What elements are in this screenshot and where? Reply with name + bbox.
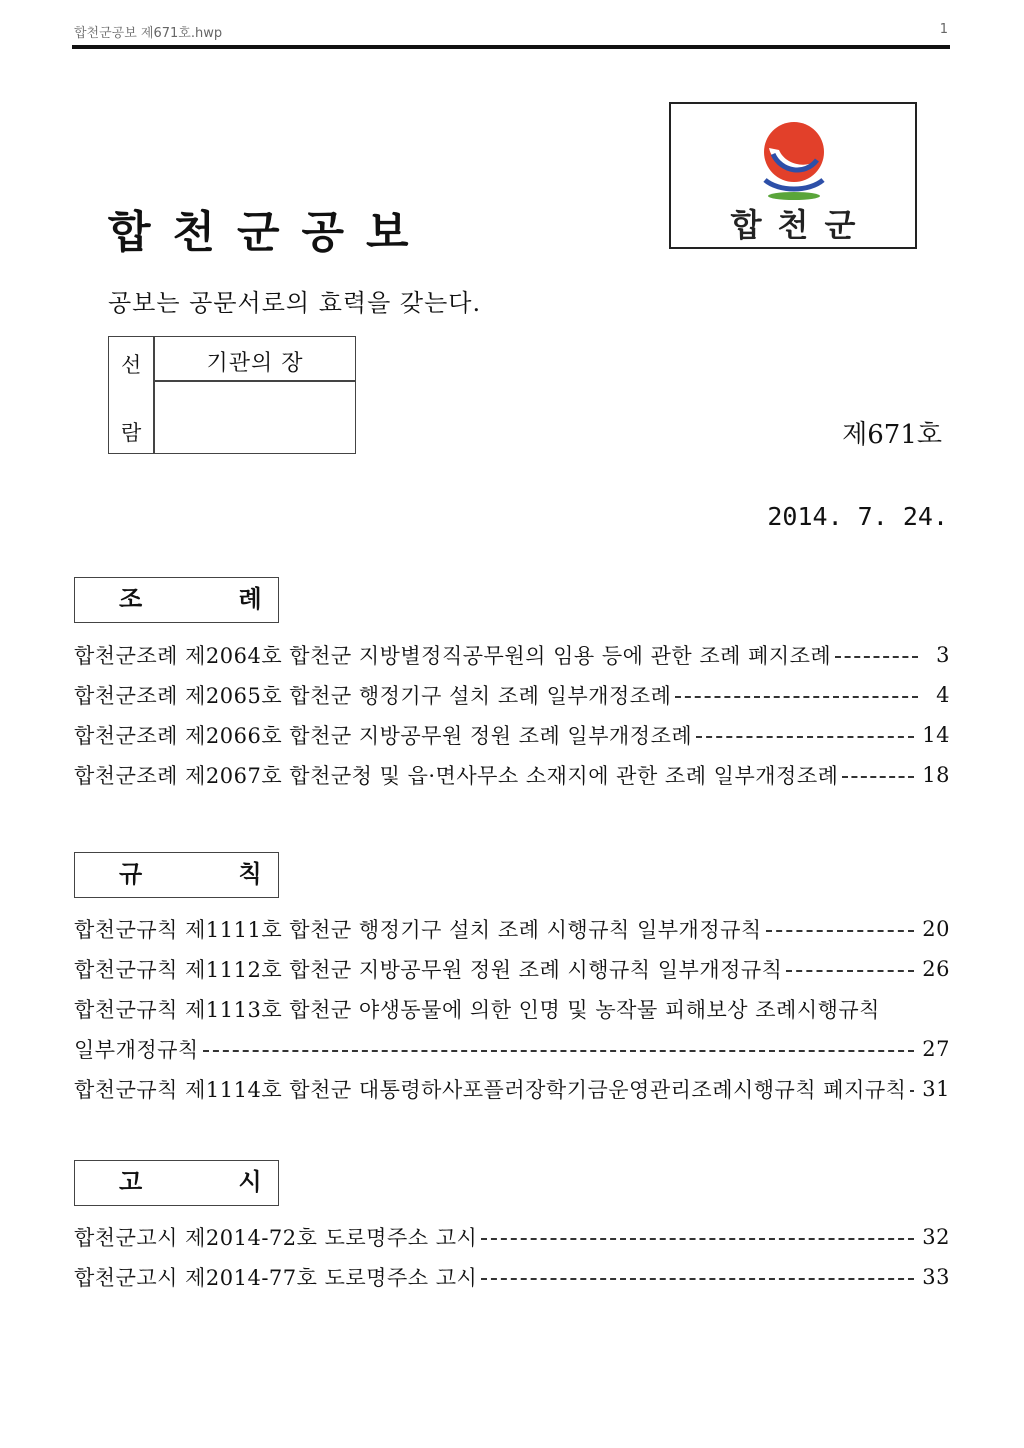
toc-entry[interactable] [74,638,950,672]
toc-page-number: 31 [922,1077,950,1101]
county-logo [669,102,917,249]
page-header [74,20,950,44]
header-filename: 합천군공보 제671호.hwp [74,26,223,41]
page-title: 합천군공보 [108,207,431,258]
county-emblem-icon [755,114,833,202]
approval-header: 기관의 장 [206,351,304,376]
toc-leader [842,774,914,778]
section-header-rules: 규 칙 [74,852,279,898]
toc-entry-text: 합천군조례 제2065호 합천군 행정기구 설치 조례 일부개정조례 [74,684,672,708]
toc-page-number: 27 [922,1037,950,1061]
toc-page-number: 26 [922,957,950,981]
logo-text: 합천군 [730,206,872,244]
issue-number: 제671호 [842,420,942,450]
section-header-notices: 고 시 [74,1160,279,1206]
toc-leader [835,654,918,658]
toc-entry-text: 일부개정규칙 [74,1038,199,1062]
toc-entry[interactable] [74,1260,950,1294]
approval-row-divider [153,380,355,382]
toc-leader [910,1088,914,1092]
approval-box [108,336,356,454]
toc-entry-text: 합천군조례 제2064호 합천군 지방별정직공무원의 임용 등에 관한 조례 폐지조례 [74,644,832,668]
toc-page-number: 32 [922,1225,950,1249]
issue-date: 2014. 7. 24. [767,502,948,531]
header-divider [72,45,950,49]
toc-entry-text: 합천군조례 제2067호 합천군청 및 읍·면사무소 소재지에 관한 조례 일부개정조례 [74,764,839,788]
toc-entry[interactable] [74,1220,950,1254]
toc-page-number: 3 [936,643,950,667]
toc-entry[interactable] [74,678,950,712]
header-page-number: 1 [939,22,948,37]
toc-leader [481,1276,914,1280]
toc-leader [766,928,915,932]
toc-entry[interactable] [74,912,950,946]
approval-label-top: 선 [121,353,142,377]
toc-entry-text: 합천군규칙 제1111호 합천군 행정기구 설치 조례 시행규칙 일부개정규칙 [74,918,762,942]
toc-leader [675,694,918,698]
toc-entry[interactable] [74,1032,950,1066]
toc-page-number: 33 [922,1265,950,1289]
toc-entry-text: 합천군고시 제2014-72호 도로명주소 고시 [74,1226,478,1250]
toc-entry[interactable] [74,1072,950,1106]
toc-page-number: 14 [922,723,950,747]
toc-entry-text: 합천군규칙 제1114호 합천군 대통령하사포플러장학기금운영관리조례시행규칙 폐지규칙 [74,1078,907,1102]
toc-entry[interactable] [74,758,950,792]
toc-leader [786,968,914,972]
toc-entry-text: 합천군규칙 제1112호 합천군 지방공무원 정원 조례 시행규칙 일부개정규칙 [74,958,783,982]
toc-leader [481,1236,914,1240]
toc-entry-text: 합천군고시 제2014-77호 도로명주소 고시 [74,1266,478,1290]
toc-entry-text: 합천군조례 제2066호 합천군 지방공무원 정원 조례 일부개정조례 [74,724,693,748]
toc-page-number: 18 [922,763,950,787]
toc-entry[interactable] [74,952,950,986]
toc-entry-text-line1[interactable]: 합천군규칙 제1113호 합천군 야생동물에 의한 인명 및 농작물 피해보상 조례시행규칙 [74,998,880,1022]
toc-leader [203,1048,915,1052]
toc-entry[interactable] [74,718,950,752]
toc-leader [696,734,914,738]
toc-page-number: 4 [936,683,950,707]
approval-label-bottom: 람 [121,421,142,445]
section-header-ordinances: 조 례 [74,577,279,623]
subtitle: 공보는 공문서로의 효력을 갖는다. [108,289,482,317]
toc-page-number: 20 [922,917,950,941]
